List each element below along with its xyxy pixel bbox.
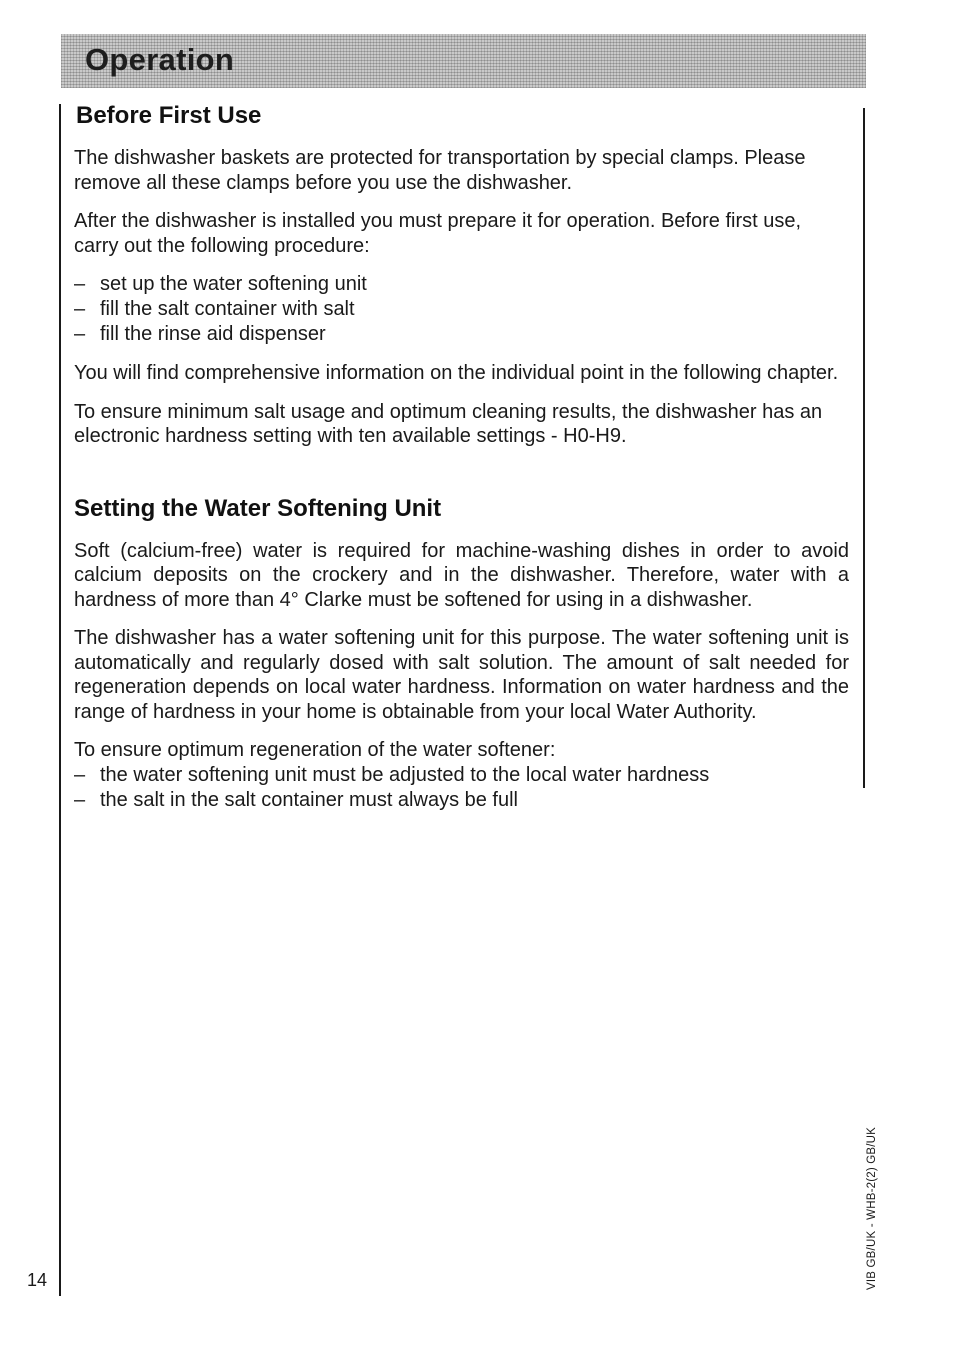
heading-setting-water-softening-unit: Setting the Water Softening Unit [74,494,442,522]
section-header-bar [61,34,866,88]
list-item: – set up the water softening unit [74,272,849,297]
right-margin-rule [863,108,865,788]
paragraph: To ensure optimum regeneration of the water softener: [74,739,556,761]
list-item: – the salt in the salt container must always be full [74,788,849,813]
paragraph: The dishwasher has a water softening unit for this purpose. The water softening unit is automatically and regularly dosed with salt solution. The amount of salt needed for regeneration depends on local water hardness. Information on water hardness and the range of hardness in your home is obtainable from your local Water Authority. [74,627,849,723]
list-item: – the water softening unit must be adjusted to the local water hardness [74,763,849,788]
page-content [74,100,849,813]
page-number: 14 [27,1270,48,1290]
list-item: – fill the rinse aid dispenser [74,322,849,347]
document-code: VIB GB/UK - WHB-2(2) GB/UK [866,1126,878,1290]
regeneration-list [74,763,849,813]
paragraph: You will find comprehensive information on the individual point in the following chapter. [74,362,839,384]
left-margin-rule [59,104,61,1296]
procedure-list [74,272,849,347]
heading-before-first-use: Before First Use [76,102,262,129]
paragraph: After the dishwasher is installed you must prepare it for operation. Before first use, carry out the following procedure: [74,210,802,257]
paragraph: The dishwasher baskets are protected for transportation by special clamps. Please remove all these clamps before you use the dishwasher. [74,147,806,194]
paragraph: To ensure minimum salt usage and optimum cleaning results, the dishwasher has an electronic hardness setting with ten available settings - H0-H9. [74,400,823,447]
paragraph: Soft (calcium-free) water is required for machine-washing dishes in order to avoid calcium deposits on the crockery and in the dishwasher. Therefore, water with a hardness of more than 4° Clarke must be softened for using in a dishwasher. [74,539,849,611]
section-title: Operation [85,42,235,77]
list-item: – fill the salt container with salt [74,297,849,322]
